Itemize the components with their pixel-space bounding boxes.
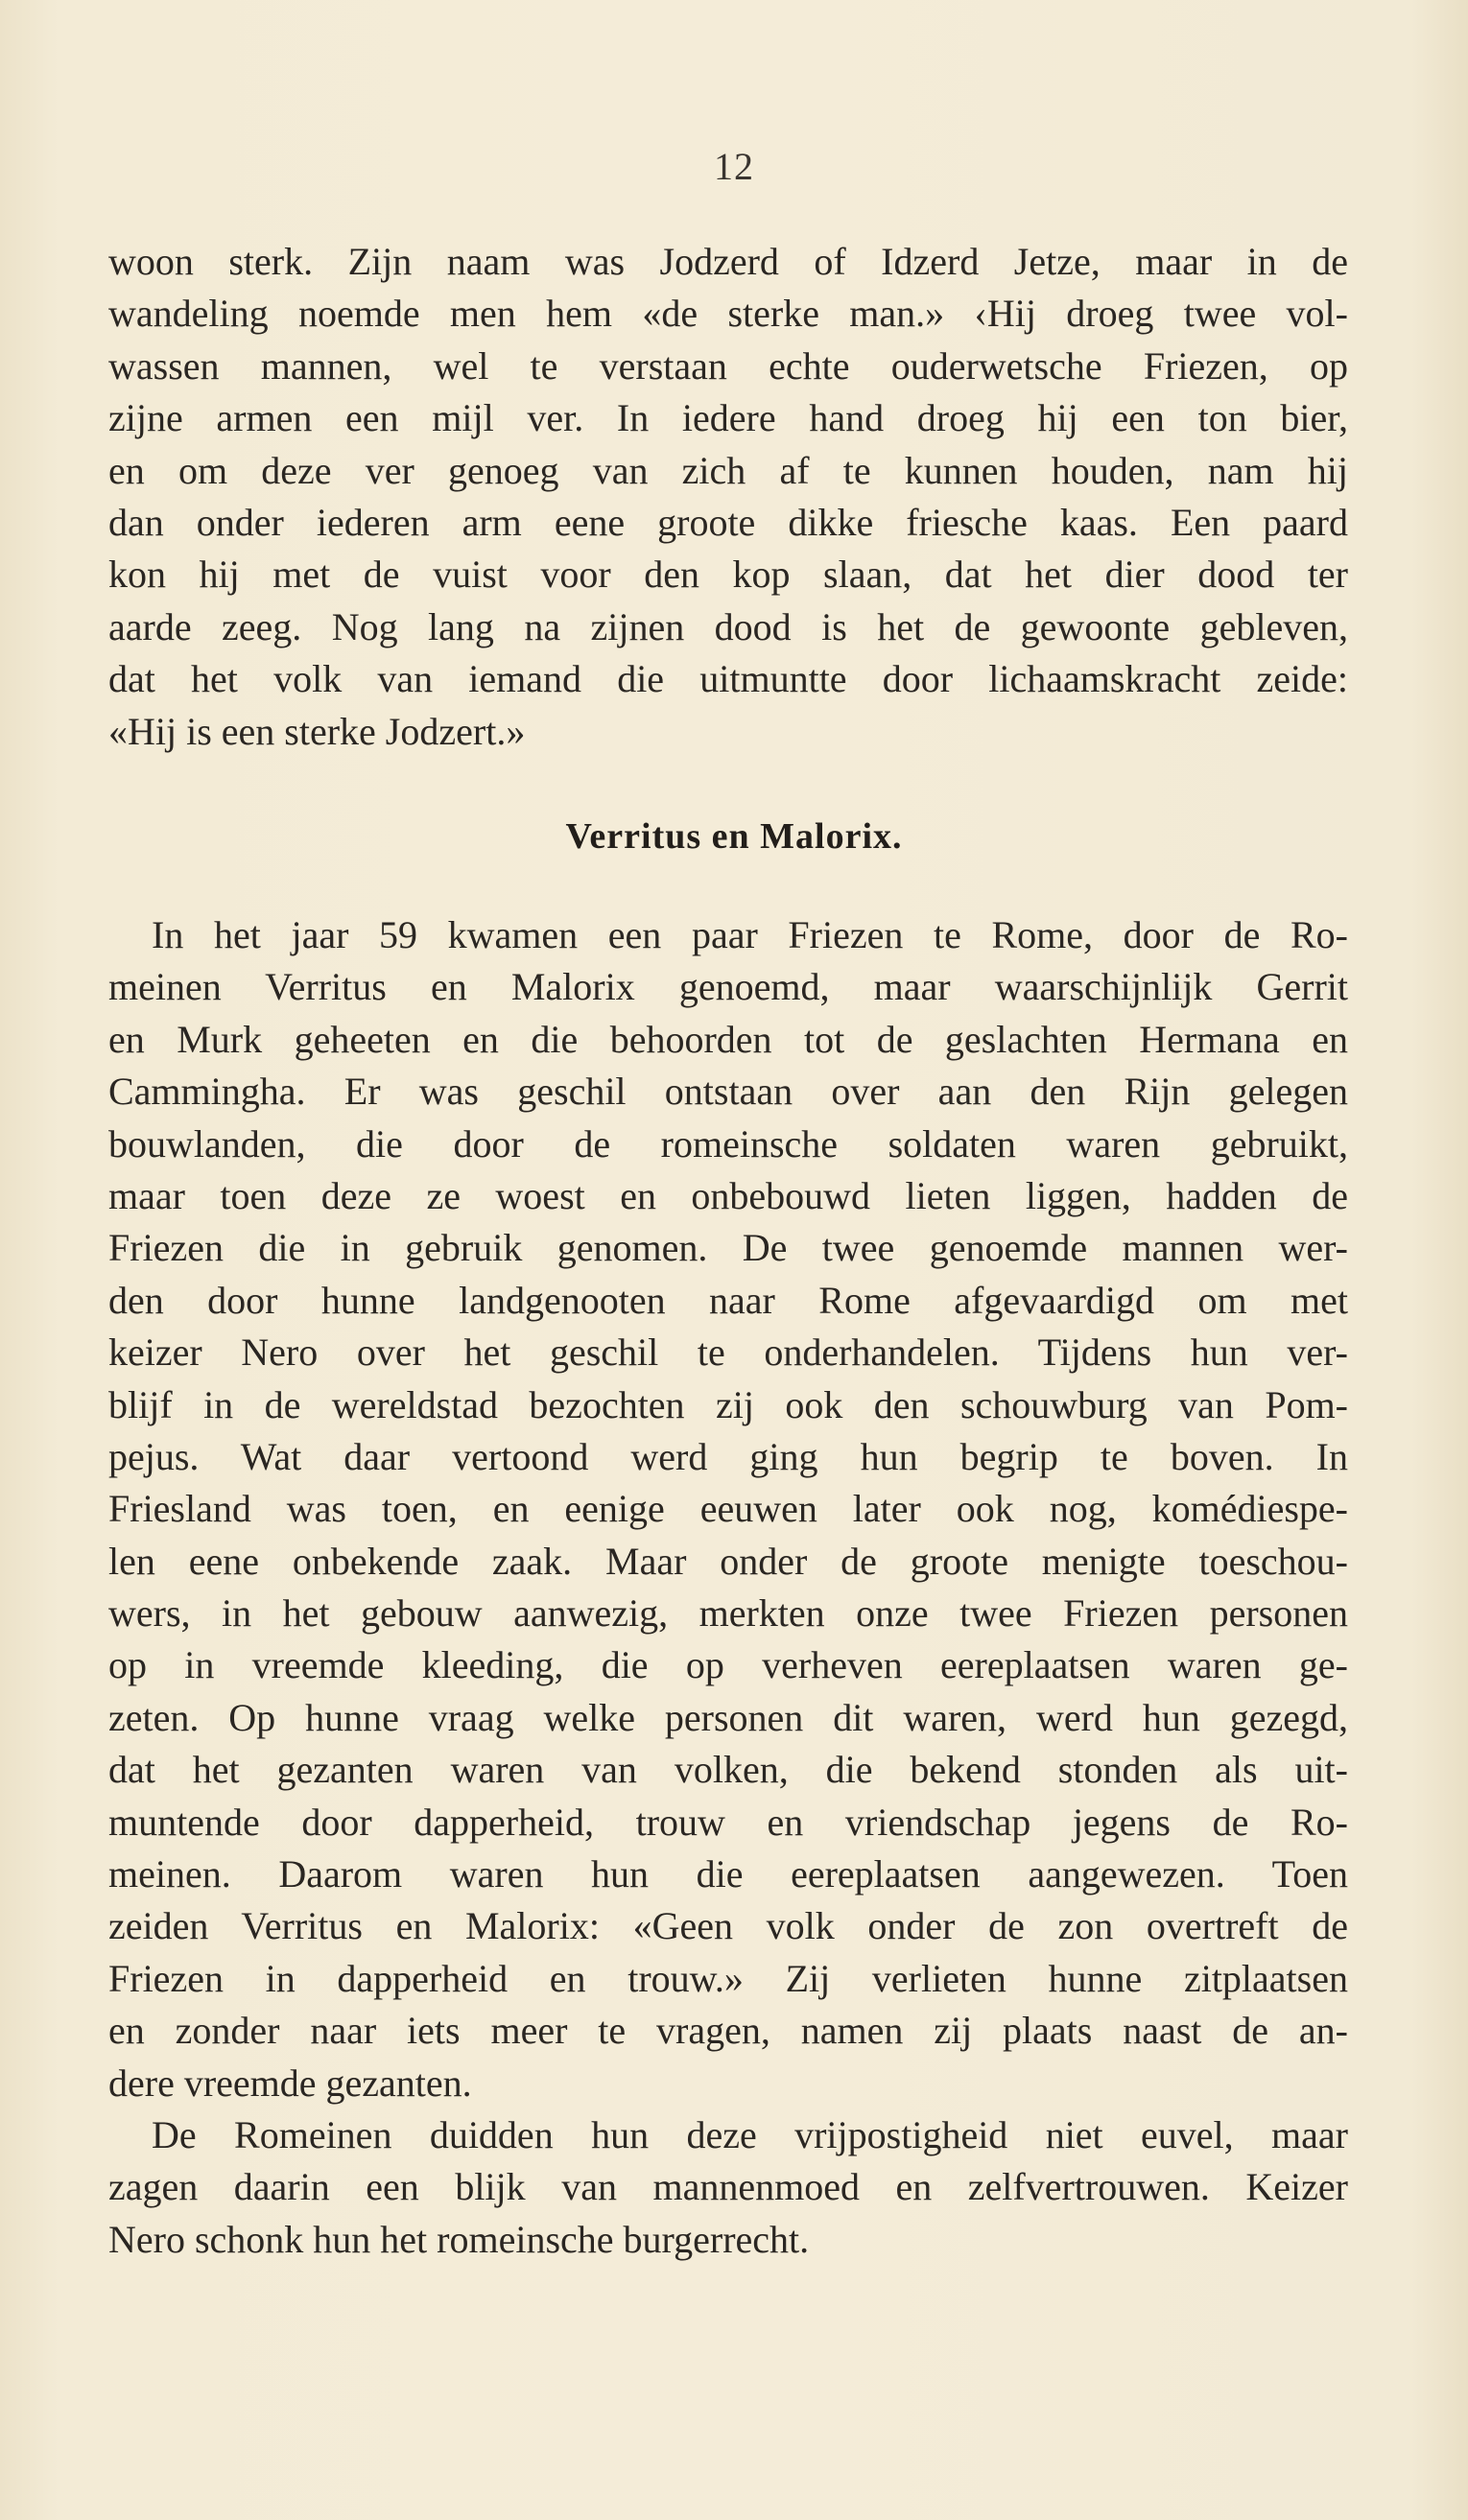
text-line: zijne armen een mijl ver. In iedere hand droeg hij een ton bier,	[108, 396, 1348, 440]
text-line: dan onder iederen arm eene groote dikke friesche kaas. Een paard	[108, 500, 1348, 544]
text-line: dere vreemde gezanten.	[108, 2061, 472, 2105]
text-line: bouwlanden, die door de romeinsche soldaten waren gebruikt,	[108, 1121, 1348, 1166]
text-line: den door hunne landgenooten naar Rome afgevaardigd om met	[108, 1278, 1348, 1322]
text-line: kon hij met de vuist voor den kop slaan, dat het dier dood ter	[108, 553, 1348, 597]
text-line: blijf in de wereldstad bezochten zij ook den schouwburg van Pom-	[108, 1382, 1348, 1426]
text-line: Nero schonk hun het romeinsche burgerrecht.	[108, 2217, 810, 2261]
text-line: In het jaar 59 kwamen een paar Friezen te Rome, door de Ro-	[152, 913, 1348, 956]
text-line: en om deze ver genoeg van zich af te kunnen houden, nam hij	[108, 448, 1348, 492]
text-line: meinen. Daarom waren hun die eereplaatsen aangewezen. Toen	[108, 1852, 1348, 1896]
text-line: meinen Verritus en Malorix genoemd, maar waarschijnlijk Gerrit	[108, 965, 1348, 1009]
text-line: maar toen deze ze woest en onbebouwd lieten liggen, hadden de	[108, 1173, 1348, 1217]
text-line: wassen mannen, wel te verstaan echte ouderwetsche Friezen, op	[108, 343, 1348, 388]
text-line: en zonder naar iets meer te vragen, namen zij plaats naast de an-	[108, 2009, 1348, 2053]
text-line: zagen daarin een blijk van mannenmoed en zelfvertrouwen. Keizer	[108, 2165, 1348, 2209]
text-line: en Murk geheeten en die behoorden tot de geslachten Hermana en	[108, 1017, 1348, 1061]
text-line: zeten. Op hunne vraag welke personen dit waren, werd hun gezegd,	[108, 1695, 1348, 1739]
text-line: wers, in het gebouw aanwezig, merkten onze twee Friezen personen	[108, 1591, 1348, 1636]
text-line: «Hij is een sterke Jodzert.»	[108, 709, 526, 753]
page-number: 12	[714, 145, 754, 188]
text-line: muntende door dapperheid, trouw en vriendschap jegens de Ro-	[108, 1800, 1348, 1844]
paragraph-2	[108, 909, 1348, 2266]
text-line: zeiden Verritus en Malorix: «Geen volk onder de zon overtreft de	[108, 1904, 1348, 1948]
text-line: Friezen die in gebruik genomen. De twee genoemde mannen wer-	[108, 1226, 1348, 1270]
text-line: dat het volk van iemand die uitmuntte door lichaamskracht zeide:	[108, 657, 1348, 701]
text-line: Friezen in dapperheid en trouw.» Zij verlieten hunne zitplaatsen	[108, 1956, 1348, 2000]
text-line: wandeling noemde men hem «de sterke man.» ‹Hij droeg twee vol-	[108, 292, 1348, 336]
text-line: keizer Nero over het geschil te onderhandelen. Tijdens hun ver-	[108, 1331, 1348, 1375]
text-line: dat het gezanten waren van volken, die bekend stonden als uit-	[108, 1748, 1348, 1792]
paragraph-1	[108, 236, 1348, 758]
text-line: pejus. Wat daar vertoond werd ging hun begrip te boven. In	[108, 1434, 1348, 1478]
text-line: De Romeinen duidden hun deze vrijpostigheid niet euvel, maar	[152, 2112, 1348, 2156]
text-line: Cammingha. Er was geschil ontstaan over aan den Rijn gelegen	[108, 1070, 1348, 1114]
text-line: op in vreemde kleeding, die op verheven eereplaatsen waren ge-	[108, 1643, 1348, 1687]
text-line: woon sterk. Zijn naam was Jodzerd of Idzerd Jetze, maar in de	[108, 240, 1348, 283]
section-heading: Verritus en Malorix.	[565, 816, 903, 857]
text-line: Friesland was toen, en eenige eeuwen later ook nog, komédiespe-	[108, 1487, 1348, 1531]
text-line: len eene onbekende zaak. Maar onder de groote menigte toeschou-	[108, 1539, 1348, 1583]
text-line: aarde zeeg. Nog lang na zijnen dood is het de gewoonte gebleven,	[108, 604, 1348, 648]
